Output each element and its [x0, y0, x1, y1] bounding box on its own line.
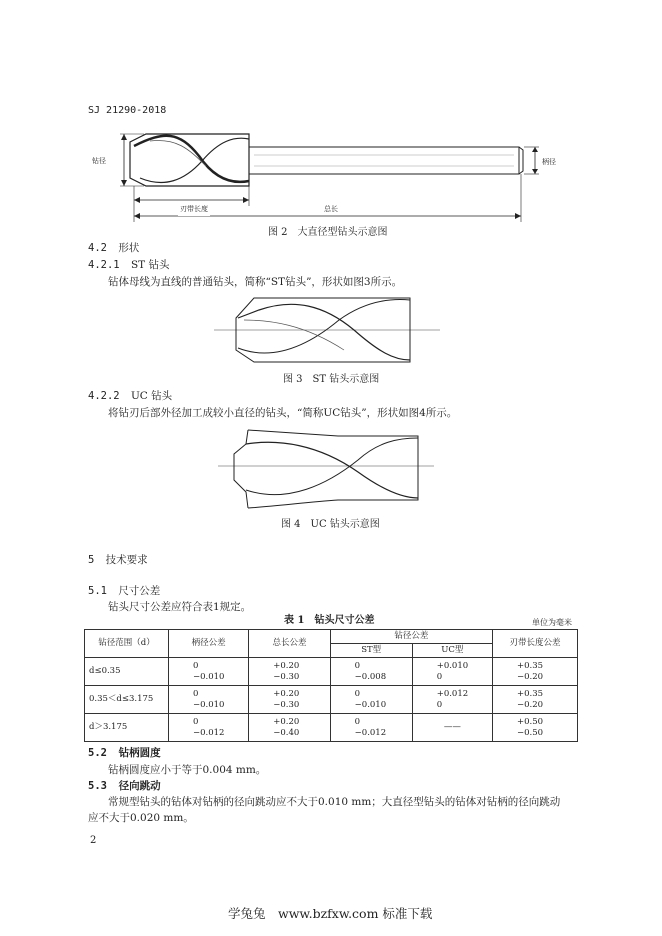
section-5-1-body: 钻头尺寸公差应符合表1规定。 [108, 601, 252, 613]
header-diameter: 钻径公差 [330, 630, 492, 644]
table-1-title: 表 1 钻头尺寸公差 [284, 615, 375, 626]
section-5-heading: 5 技术要求 [88, 554, 148, 566]
header-st: ST型 [330, 644, 412, 658]
section-4-2-heading: 4.2 形状 [88, 242, 140, 254]
section-5-3-body-line1: 常规型钻头的钻体对钻柄的径向跳动应不大于0.010 mm；大直径型钻头的钻体对钻柄的径向跳动 [108, 796, 561, 808]
header-range: 钻径范围（d） [85, 630, 169, 658]
standard-code: SJ 21290-2018 [88, 105, 167, 116]
label-diameter: 钻径 [92, 157, 106, 165]
table-row: d≤0.35 0 −0.010 +0.20 −0.30 0 −0.008 +0.010 0 +0.35 −0.20 [85, 658, 578, 686]
section-5-3-body-line2: 应不大于0.020 mm。 [88, 812, 194, 824]
section-4-2-2-heading: 4.2.2 UC 钻头 [88, 390, 173, 402]
figure-2-caption: 图 2 大直径型钻头示意图 [268, 227, 388, 238]
figure-3-caption: 图 3 ST 钻头示意图 [283, 374, 380, 385]
figure-3-drawing [214, 290, 440, 372]
table-row: 0.35＜d≤3.175 0 −0.010 +0.20 −0.30 0 −0.010 +0.012 0 +0.35 −0.20 [85, 686, 578, 714]
figure-4-caption: 图 4 UC 钻头示意图 [281, 519, 380, 530]
header-uc: UC型 [412, 644, 492, 658]
label-shank-diameter: 柄径 [542, 158, 556, 166]
label-total-length: 总长 [324, 205, 338, 213]
header-total: 总长公差 [249, 630, 330, 658]
header-shank: 柄径公差 [168, 630, 248, 658]
table-1-unit: 单位为毫米 [532, 618, 572, 627]
section-5-2-heading: 5.2 钻柄圆度 [88, 747, 161, 759]
footer-watermark: 学兔兔 www.bzfxw.com 标准下载 [228, 906, 433, 921]
section-4-2-1-body: 钻体母线为直线的普通钻头，简称“ST钻头”，形状如图3所示。 [108, 276, 403, 288]
header-flute: 刃带长度公差 [492, 630, 577, 658]
page-number: 2 [90, 835, 97, 846]
section-5-2-body: 钻柄圆度应小于等于0.004 mm。 [108, 764, 267, 776]
tolerance-table [84, 629, 578, 742]
figure-4-drawing [218, 424, 434, 516]
section-5-1-heading: 5.1 尺寸公差 [88, 585, 161, 597]
table-row: d＞3.175 0 −0.012 +0.20 −0.40 0 −0.012 —— +0.50 −0.50 [85, 714, 578, 742]
label-flute-length: 刃带长度 [178, 202, 210, 216]
section-5-3-heading: 5.3 径向跳动 [88, 780, 161, 792]
section-4-2-2-body: 将钻刃后部外径加工成较小直径的钻头，“简称UC钻头”，形状如图4所示。 [108, 407, 458, 419]
section-4-2-1-heading: 4.2.1 ST 钻头 [88, 259, 170, 271]
